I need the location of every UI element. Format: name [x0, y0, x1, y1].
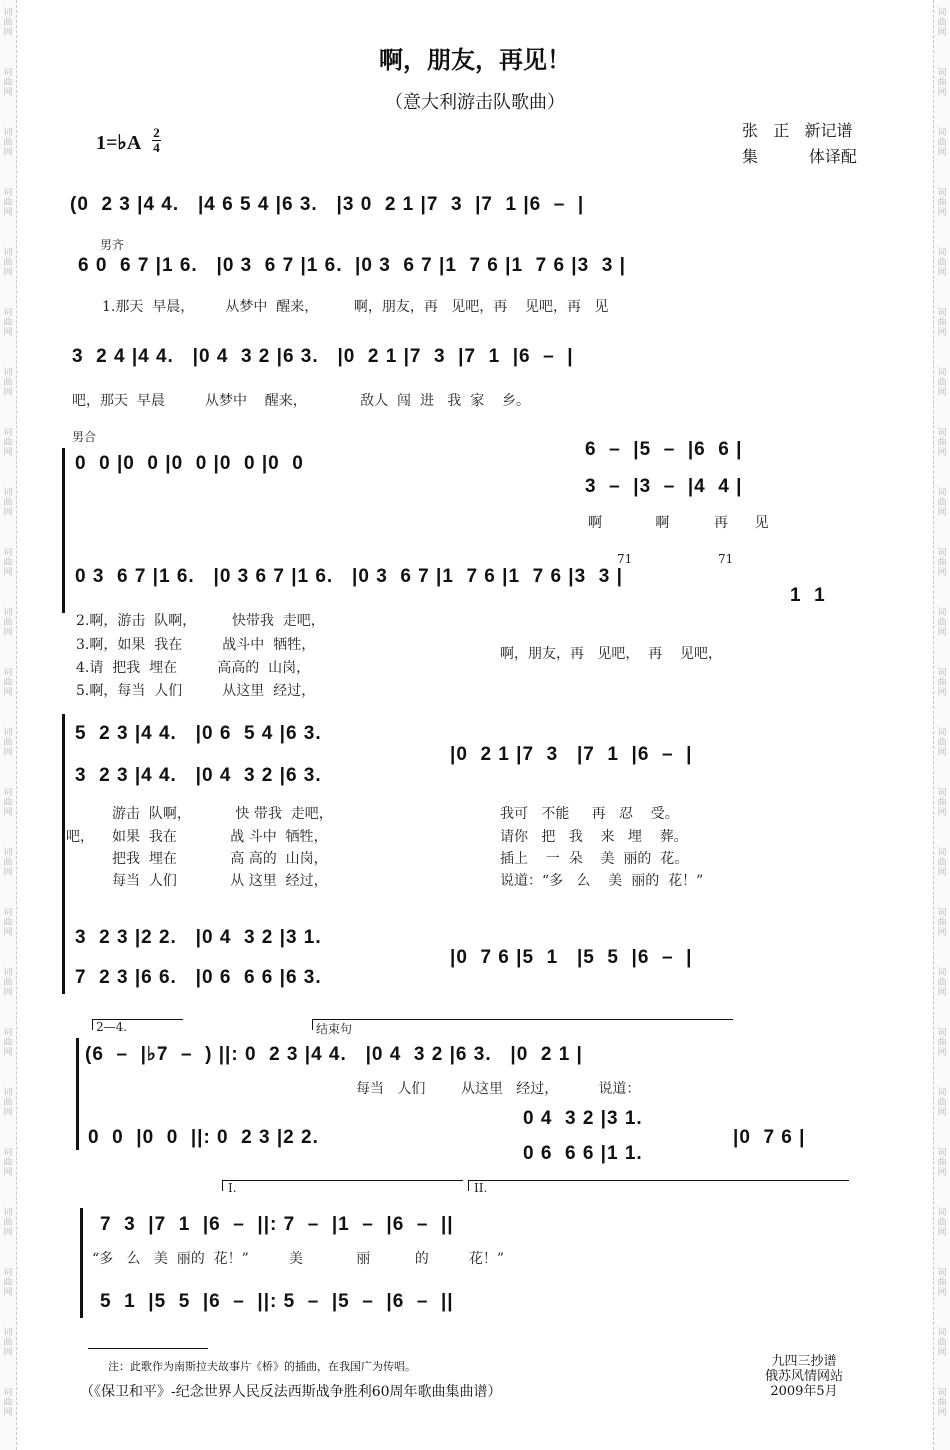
mark-jieshu: 结束句: [316, 1022, 353, 1036]
volta-1-label: I.: [228, 1181, 237, 1195]
volta-1: [222, 1180, 463, 1191]
refrain-lyric: 啊，朋友，再 见吧， 再 见吧，: [500, 646, 723, 662]
watermark-text: 词 曲 网: [3, 128, 13, 158]
music-row-10: 7 3 |7 1 |6 – ||: 7 – |1 – |6 – ||: [100, 1214, 454, 1235]
music-row-9b: 0 4 3 2 |3 1.: [523, 1108, 643, 1129]
watermark-text: 词 曲 网: [937, 8, 947, 38]
time-signature: [152, 127, 161, 154]
key-signature: 1=♭A: [96, 132, 142, 154]
watermark-text: 词 曲 网: [937, 1028, 947, 1058]
watermark-text: 词 曲 网: [3, 608, 13, 638]
watermark-text: 词 曲 网: [937, 1388, 947, 1418]
music-row-9: 0 0 |0 0 ||: 0 2 3 |2 2.: [88, 1127, 319, 1148]
lyric-row-2: 1.那天 早晨， 从梦中 醒来， 啊，朋友，再 见吧，再 见吧，再 见: [102, 299, 609, 315]
music-row-7b: 7 2 3 |6 6. |0 6 6 6 |6 3.: [75, 967, 322, 988]
signature-line-1: 九四三抄谱: [771, 1354, 837, 1369]
watermark-text: 词 曲 网: [937, 608, 947, 638]
watermark-text: 词 曲 网: [3, 668, 13, 698]
credit-translation: 集 体译配: [742, 147, 857, 166]
watermark-text: 词 曲 网: [3, 1208, 13, 1238]
watermark-text: 词 曲 网: [937, 1208, 947, 1238]
watermark-text: 词 曲 网: [937, 1088, 947, 1118]
watermark-text: 词 曲 网: [3, 188, 13, 218]
music-row-9c: 0 6 6 6 |1 1.: [523, 1143, 643, 1164]
watermark-text: 词 曲 网: [3, 1088, 13, 1118]
signature-line-3: 2009年5月: [770, 1384, 838, 1399]
watermark-text: 词 曲 网: [937, 788, 947, 818]
watermark-text: 词 曲 网: [3, 728, 13, 758]
watermark-text: 词 曲 网: [3, 1388, 13, 1418]
watermark-text: 词 曲 网: [3, 788, 13, 818]
music-row-7-right: |0 7 6 |5 1 |5 5 |6 – |: [450, 947, 693, 968]
music-row-9d: |0 7 6 |: [733, 1127, 806, 1148]
page-title: 啊，朋友，再见！: [379, 45, 571, 74]
volta-ending: [312, 1019, 733, 1030]
system-bracket-10: [80, 1208, 83, 1318]
watermark-text: 词 曲 网: [937, 308, 947, 338]
music-row-4b: 6 – |5 – |6 6 |: [585, 439, 743, 460]
page-subtitle: （意大利游击队歌曲）: [385, 92, 565, 113]
watermark-text: 词 曲 网: [3, 308, 13, 338]
lyric-a3: 把我 埋在 高 高的 山岗，: [112, 851, 328, 867]
source-note: （《保卫和平》-纪念世界人民反法西斯战争胜利60周年歌曲集曲谱）: [80, 1384, 502, 1400]
watermark-text: 词 曲 网: [3, 248, 13, 278]
music-row-4c: 3 – |3 – |4 4 |: [585, 476, 743, 497]
signature: [765, 1354, 843, 1399]
music-row-6-right: |0 2 1 |7 3 |7 1 |6 – |: [450, 744, 693, 765]
credit-notation: 张 正 新记谱: [742, 121, 853, 140]
music-row-4a: 0 0 |0 0 |0 0 |0 0 |0 0: [75, 453, 304, 474]
watermark-text: 词 曲 网: [937, 1268, 947, 1298]
verse-4: 4.请 把我 埋在 高高的 山岗，: [76, 660, 311, 676]
watermark-text: 词 曲 网: [3, 1148, 13, 1178]
watermark-text: 词 曲 网: [3, 848, 13, 878]
watermark-text: 词 曲 网: [3, 1328, 13, 1358]
lyric-row-4b: 啊 啊 再 见: [588, 515, 769, 531]
watermark-text: 词 曲 网: [937, 848, 947, 878]
watermark-text: 词 曲 网: [937, 968, 947, 998]
system-bracket-8: [76, 1038, 79, 1150]
verse-3: 3.啊，如果 我在 战斗中 牺牲，: [76, 637, 316, 653]
music-row-6a: 5 2 3 |4 4. |0 6 5 4 |6 3.: [75, 723, 322, 744]
music-row-11: 5 1 |5 5 |6 – ||: 5 – |5 – |6 – ||: [100, 1291, 454, 1312]
lyric-b4: 说道：“多 么 美 丽的 花！”: [500, 873, 704, 889]
lyric-ba: 吧，: [66, 829, 94, 845]
time-top: 2: [153, 125, 160, 140]
watermark-text: 词 曲 网: [937, 188, 947, 218]
verse-2: 2.啊，游击 队啊， 快带我 走吧，: [76, 613, 325, 629]
lyric-row-8: 每当 人们 从这里 经过， 说道：: [356, 1081, 641, 1097]
volta-2-4-label: 2—4.: [96, 1020, 128, 1034]
watermark-text: 词 曲 网: [3, 488, 13, 518]
time-bottom: 4: [153, 140, 160, 155]
watermark-text: 词 曲 网: [937, 728, 947, 758]
system-bracket-4: [62, 448, 65, 613]
watermark-text: 词 曲 网: [937, 248, 947, 278]
music-row-2: 6 0 6 7 |1 6. |0 3 6 7 |1 6. |0 3 6 7 |1 7 6 |1 7 6 |3 3 |: [78, 255, 626, 276]
mark-nan-qi: 男齐: [100, 238, 125, 252]
volta-2-label: II.: [474, 1181, 488, 1195]
grace-note-1: 71: [617, 552, 633, 566]
music-row-6b: 3 2 3 |4 4. |0 4 3 2 |6 3.: [75, 765, 322, 786]
watermark-text: 词 曲 网: [3, 68, 13, 98]
lyric-b1: 我可 不能 再 忍 受。: [500, 806, 679, 822]
music-row-8: (6 – |♭7 – ) ||: 0 2 3 |4 4. |0 4 3 2 |6 3. |0 2 1 |: [85, 1044, 583, 1065]
watermark-text: 词 曲 网: [3, 8, 13, 38]
watermark-text: 词 曲 网: [937, 428, 947, 458]
watermark-text: 词 曲 网: [3, 428, 13, 458]
watermark-text: 词 曲 网: [3, 368, 13, 398]
watermark-text: 词 曲 网: [937, 908, 947, 938]
watermark-text: 词 曲 网: [3, 908, 13, 938]
footnote-rule: [88, 1348, 208, 1349]
watermark-text: 词 曲 网: [937, 368, 947, 398]
mark-nan-he: 男合: [72, 430, 97, 444]
lyric-a1: 游击 队啊， 快 带我 走吧，: [112, 806, 333, 822]
watermark-text: 词 曲 网: [937, 1148, 947, 1178]
watermark-text: 词 曲 网: [3, 1028, 13, 1058]
watermark-text: 词 曲 网: [3, 1268, 13, 1298]
system-bracket-6: [62, 714, 65, 994]
watermark-text: 词 曲 网: [3, 968, 13, 998]
lyric-row-3: 吧，那天 早晨 从梦中 醒来， 敌人 闯 进 我 家 乡。: [72, 393, 531, 409]
lyric-a2: 如果 我在 战 斗中 牺牲，: [112, 829, 328, 845]
music-row-7a: 3 2 3 |2 2. |0 4 3 2 |3 1.: [75, 927, 322, 948]
lyric-b3: 插上 一 朵 美 丽的 花。: [500, 851, 689, 867]
lyric-row-10: “多 么 美 丽的 花！” 美 丽 的 花！”: [92, 1251, 504, 1267]
watermark-text: 词 曲 网: [937, 128, 947, 158]
verse-5: 5.啊，每当 人们 从这里 经过，: [76, 683, 316, 699]
grace-note-2: 71: [718, 552, 734, 566]
watermark-text: 词 曲 网: [937, 1328, 947, 1358]
signature-line-2: 俄苏风情网站: [765, 1369, 844, 1384]
volta-2: [468, 1180, 849, 1191]
music-row-5d: 1 1: [790, 585, 826, 606]
watermark-text: 词 曲 网: [937, 668, 947, 698]
footnote: 注：此歌作为南斯拉夫故事片《桥》的插曲，在我国广为传唱。: [108, 1360, 416, 1373]
lyric-b2: 请你 把 我 来 埋 葬。: [500, 829, 688, 845]
music-row-3: 3 2 4 |4 4. |0 4 3 2 |6 3. |0 2 1 |7 3 |7 1 |6 – |: [72, 346, 574, 367]
watermark-text: 词 曲 网: [937, 488, 947, 518]
watermark-text: 词 曲 网: [3, 548, 13, 578]
watermark-text: 词 曲 网: [937, 548, 947, 578]
music-row-1: (0 2 3 |4 4. |4 6 5 4 |6 3. |3 0 2 1 |7 3 |7 1 |6 – |: [70, 194, 585, 215]
music-row-5: 0 3 6 7 |1 6. |0 3 6 7 |1 6. |0 3 6 7 |1 7 6 |1 7 6 |3 3 |: [75, 566, 623, 587]
lyric-a4: 每当 人们 从 这里 经过，: [112, 873, 328, 889]
watermark-text: 词 曲 网: [937, 68, 947, 98]
